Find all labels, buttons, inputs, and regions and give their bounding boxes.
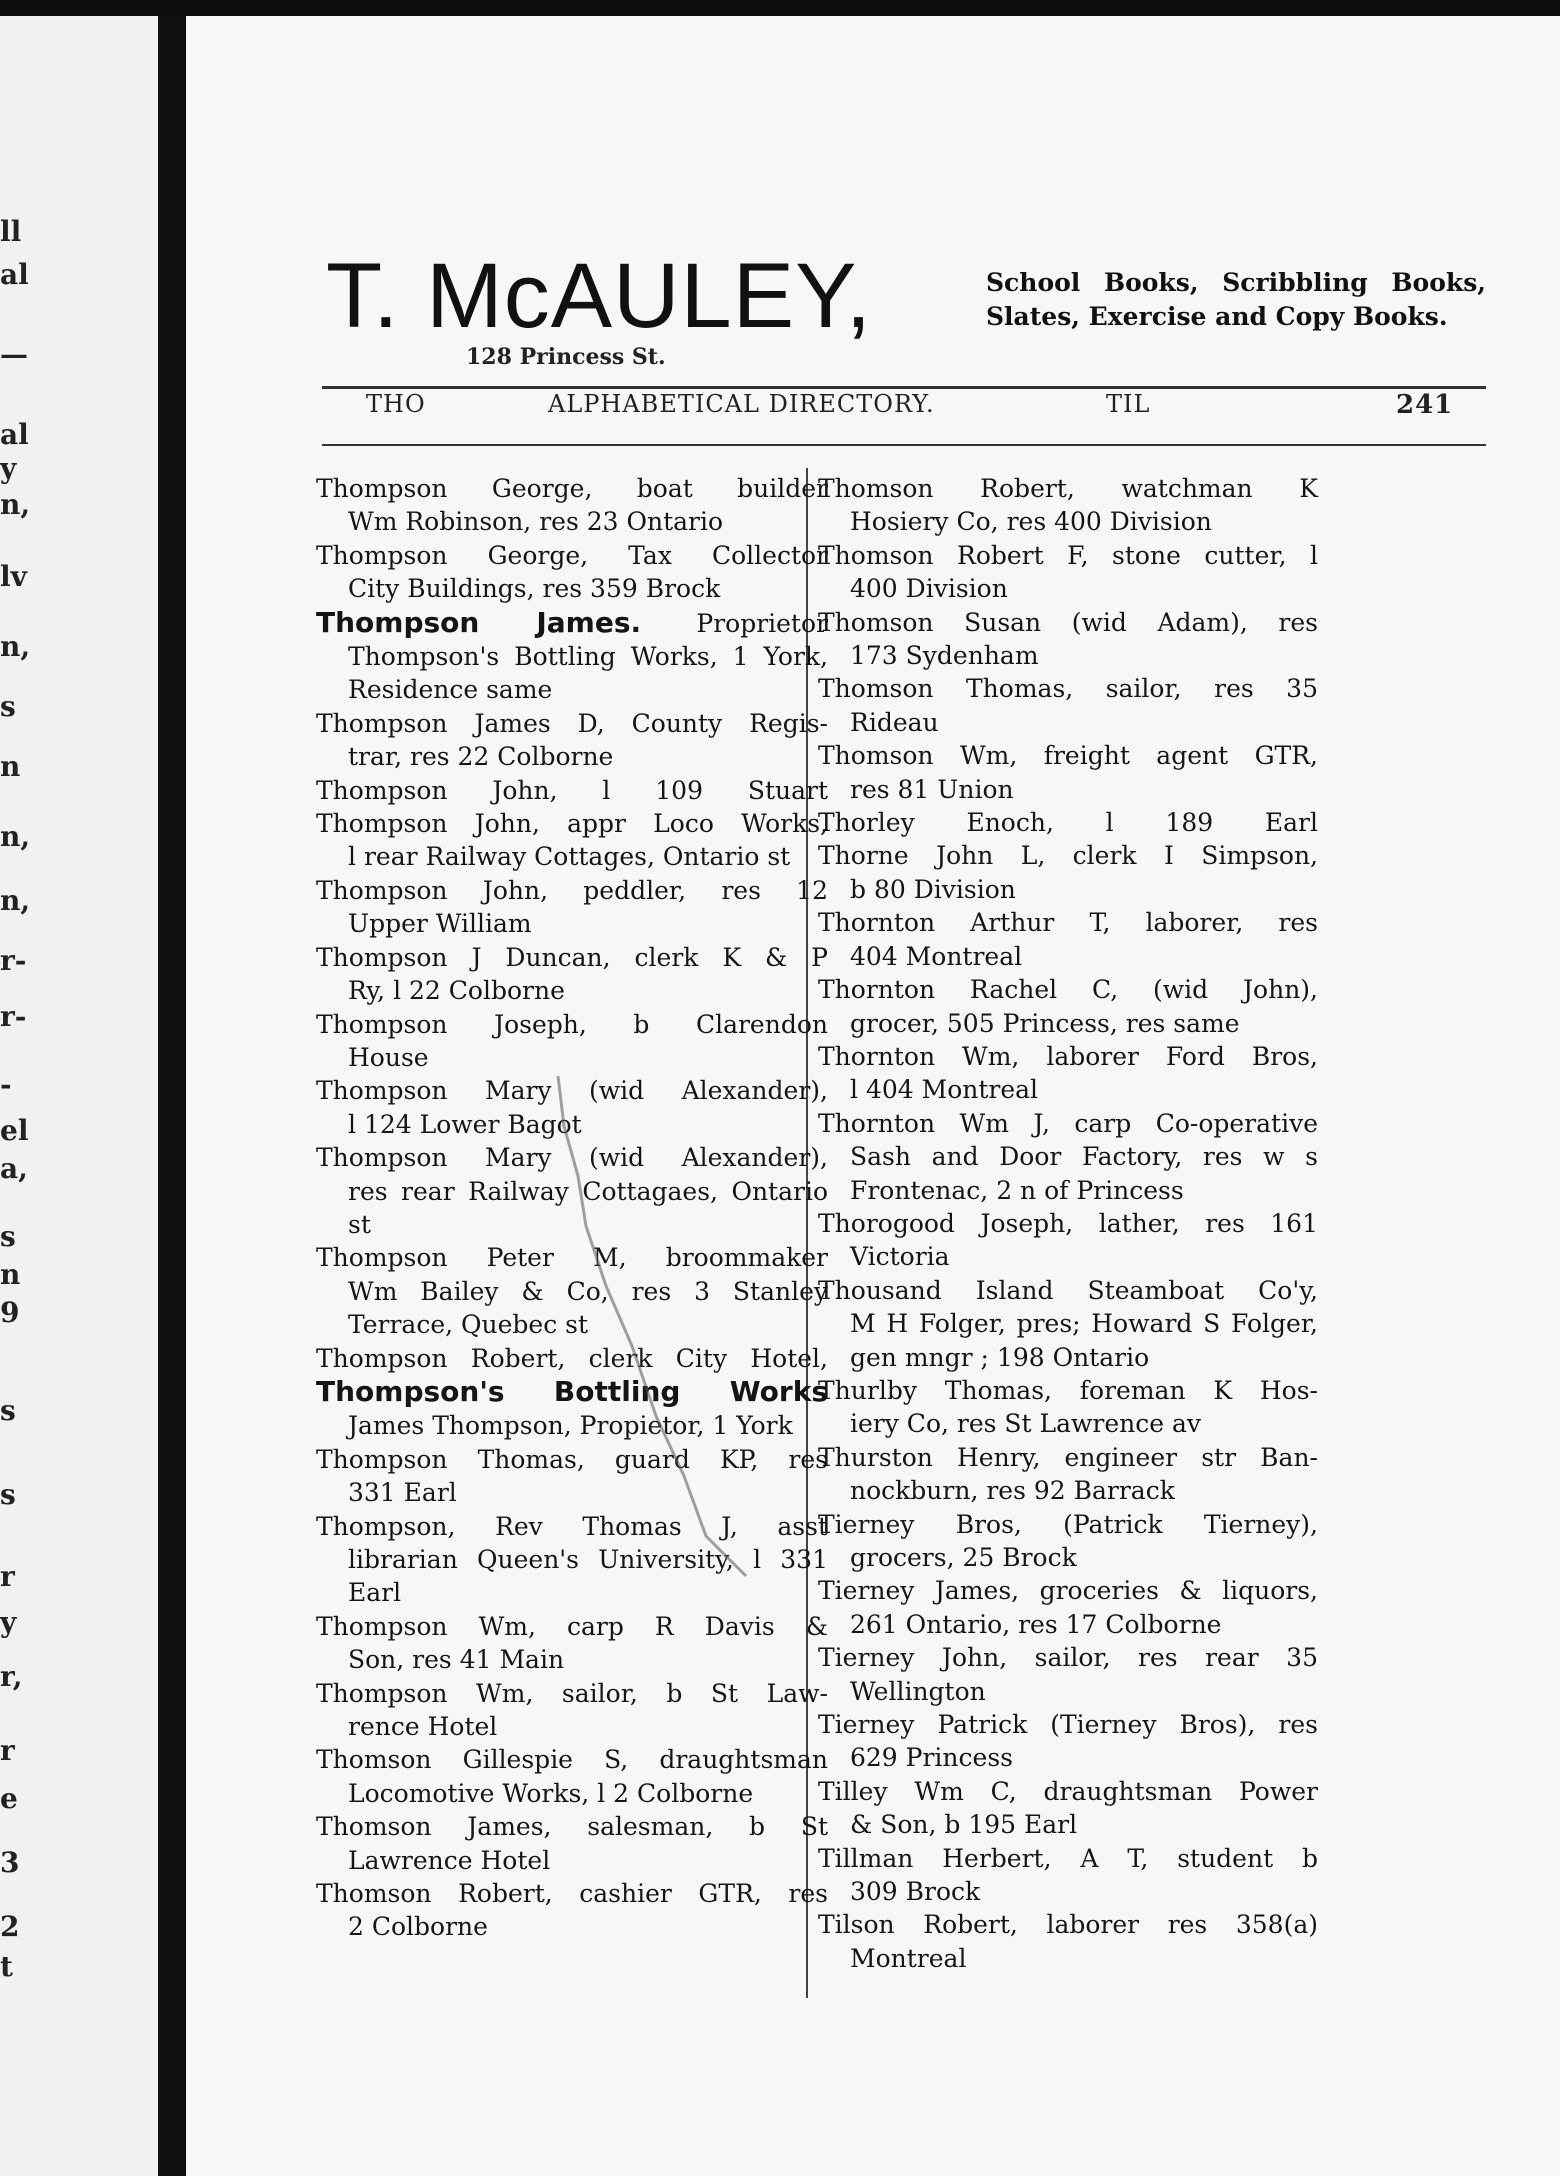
entry-first-line: Thornton Arthur T, laborer, res: [818, 908, 1318, 938]
entry-continuation: b 80 Division: [850, 874, 1016, 904]
entry-first-line: Thomson Wm, freight agent GTR,: [818, 741, 1318, 771]
margin-fragment: n,: [0, 630, 31, 663]
entry-continuation: Montreal: [850, 1943, 967, 1973]
entry-first-line: Thompson Wm, sailor, b St Law-: [316, 1678, 828, 1708]
book-gutter: [158, 16, 188, 2176]
entry-continuation: Ry, l 22 Colborne: [348, 976, 565, 1006]
margin-fragment: s: [0, 690, 16, 723]
page-number: 241: [1396, 390, 1454, 420]
entry-first-line: Thompson George, boat builder: [316, 474, 828, 503]
entry-first-line: Thompson Peter M, broommaker: [316, 1243, 828, 1273]
entry-first-line: Thomson Robert, cashier GTR, res: [316, 1879, 828, 1909]
entry-continuation: l 124 Lower Bagot: [348, 1109, 582, 1139]
entry-continuation: 2 Colborne: [348, 1912, 488, 1942]
entry-continuation: James Thompson, Propietor, 1 York: [348, 1411, 793, 1441]
entry-first-line: Thomson Robert, watchman K: [818, 474, 1318, 503]
entry-first-line: Tillman Herbert, A T, student b: [818, 1843, 1318, 1873]
margin-fragment: a,: [0, 1152, 28, 1185]
entry-continuation: 400 Division: [850, 574, 1008, 604]
advertiser-address: 128 Princess St.: [466, 344, 666, 370]
entry-first-line: Thomson Susan (wid Adam), res: [818, 607, 1318, 637]
left-guide-word: THO: [366, 390, 426, 418]
entry-continuation: Thompson's Bottling Works, 1 York, Residence same: [348, 642, 828, 705]
margin-fragment: s: [0, 1478, 16, 1511]
entry-first-line: Tilson Robert, laborer res 358(a): [818, 1910, 1318, 1940]
entry-continuation: librarian Queen's University, l 331 Earl: [348, 1545, 828, 1608]
entry-continuation: iery Co, res St Lawrence av: [850, 1409, 1202, 1439]
entry-continuation: trar, res 22 Colborne: [348, 742, 614, 772]
entry-first-line: Thompson Robert, clerk City Hotel,: [316, 1343, 828, 1373]
entry-first-line: Thurlby Thomas, foreman K Hos-: [818, 1375, 1318, 1405]
entry-first-line: Thompson Joseph, b Clarendon: [316, 1009, 828, 1039]
entry-name-bold: Thompson's Bottling Works: [316, 1374, 828, 1408]
entry-continuation: Wellington: [850, 1676, 986, 1706]
margin-fragment: y: [0, 452, 17, 485]
entry-continuation: Wm Bailey & Co, res 3 Stanley Terrace, Quebec st: [348, 1276, 828, 1340]
margin-fragment: e: [0, 1782, 18, 1815]
entry-first-line: Thurston Henry, engineer str Ban-: [818, 1442, 1318, 1472]
entry-first-line: Tierney John, sailor, res rear 35: [818, 1643, 1318, 1673]
entry-continuation: Victoria: [850, 1242, 950, 1272]
margin-fragment: n: [0, 1258, 21, 1291]
entry-continuation: M H Folger, pres; Howard S Folger, gen mngr ; 198 Ontario: [850, 1309, 1318, 1372]
entry-continuation: nockburn, res 92 Barrack: [850, 1476, 1175, 1506]
margin-fragment: lv: [0, 560, 27, 593]
margin-fragment: 9: [0, 1296, 20, 1329]
margin-fragment: r: [0, 1734, 15, 1767]
entry-continuation: 261 Ontario, res 17 Colborne: [850, 1609, 1222, 1639]
margin-fragment: r-: [0, 944, 27, 977]
margin-fragment: n,: [0, 488, 31, 521]
margin-fragment: 3: [0, 1846, 20, 1879]
margin-fragment: -: [0, 1068, 12, 1101]
entry-continuation: 173 Sydenham: [850, 641, 1039, 671]
entry-continuation: City Buildings, res 359 Brock: [348, 574, 721, 604]
margin-fragment: 2: [0, 1910, 20, 1943]
entry-continuation: & Son, b 195 Earl: [850, 1810, 1078, 1840]
margin-fragment: y: [0, 1606, 17, 1639]
page-crease-mark: [186, 16, 1560, 2176]
entry-first-line: Thompson John, appr Loco Works,: [316, 809, 828, 839]
entry-name-bold: Thompson James.: [316, 605, 642, 639]
entry-first-line: Thomson James, salesman, b St: [316, 1812, 828, 1842]
margin-fragment: t: [0, 1950, 13, 1983]
margin-fragment: al: [0, 418, 29, 451]
previous-page-fragment: [0, 16, 168, 2176]
advertiser-name: T. McAULEY,: [326, 245, 873, 347]
margin-fragment: s: [0, 1394, 16, 1427]
entry-continuation: grocer, 505 Princess, res same: [850, 1008, 1240, 1038]
right-guide-word: TIL: [1106, 390, 1151, 418]
entry-continuation: Rideau: [850, 707, 939, 737]
entry-continuation: Locomotive Works, l 2 Colborne: [348, 1778, 754, 1808]
entry-continuation: l 404 Montreal: [850, 1075, 1039, 1105]
entry-first-line: Thornton Wm J, carp Co-operative: [818, 1108, 1318, 1138]
entry-first-line: Tilley Wm C, draughtsman Power: [818, 1776, 1318, 1806]
entry-continuation: 309 Brock: [850, 1877, 981, 1907]
margin-fragment: r,: [0, 1660, 23, 1693]
entry-continuation: rence Hotel: [348, 1712, 498, 1742]
entry-first-line: Thompson John, l 109 Stuart: [316, 775, 828, 805]
entry-first-line: Thompson Mary (wid Alexander),: [316, 1076, 828, 1106]
entry-first-line: Thomson Thomas, sailor, res 35: [818, 674, 1318, 704]
entry-continuation: Sash and Door Factory, res w s Frontenac, 2 n of Princess: [850, 1142, 1318, 1205]
entry-continuation: 404 Montreal: [850, 941, 1023, 971]
margin-fragment: n: [0, 750, 21, 783]
entry-continuation: 331 Earl: [348, 1478, 457, 1508]
entry-continuation: res rear Railway Cottagaes, Ontario st: [348, 1176, 828, 1239]
entry-first-line: Tierney James, groceries & liquors,: [818, 1576, 1318, 1606]
entry-continuation: res 81 Union: [850, 774, 1014, 804]
entry-first-line: Thornton Wm, laborer Ford Bros,: [818, 1041, 1318, 1071]
margin-fragment: s: [0, 1220, 16, 1253]
margin-fragment: al: [0, 258, 29, 291]
margin-fragment: ll: [0, 215, 22, 248]
entry-first-line: Thompson Wm, carp R Davis &: [316, 1611, 828, 1641]
margin-fragment: n,: [0, 884, 31, 917]
entry-first-line: Tierney Bros, (Patrick Tierney),: [818, 1509, 1318, 1539]
entry-first-line: Thompson, Rev Thomas J, asst: [316, 1511, 828, 1541]
margin-fragment: —: [0, 338, 28, 371]
entry-first-line: Tierney Patrick (Tierney Bros), res: [818, 1710, 1318, 1740]
margin-fragment: r-: [0, 1000, 27, 1033]
margin-fragment: el: [0, 1114, 29, 1147]
entry-first-line: Thompson Mary (wid Alexander),: [316, 1143, 828, 1173]
directory-page: [186, 16, 1560, 2176]
entry-first-line: Thousand Island Steamboat Co'y,: [818, 1275, 1318, 1305]
directory-title: ALPHABETICAL DIRECTORY.: [548, 390, 935, 418]
entry-continuation: l rear Railway Cottages, Ontario st: [348, 842, 791, 872]
entry-first-line: Thompson James D, County Regis-: [316, 708, 828, 738]
scan-top-edge: [0, 0, 1560, 16]
entry-continuation: Lawrence Hotel: [348, 1845, 551, 1875]
entry-first-line: Thomson Gillespie S, draughtsman: [316, 1745, 828, 1775]
entry-first-line: Thompson George, Tax Collector: [316, 540, 828, 570]
margin-fragment: n,: [0, 820, 31, 853]
entry-first-line-text: Proprietor: [641, 608, 828, 638]
entry-first-line: Thomson Robert F, stone cutter, l: [818, 540, 1318, 570]
entry-continuation: 629 Princess: [850, 1743, 1013, 1773]
advertiser-products: School Books, Scribbling Books, Slates, Exercise and Copy Books.: [986, 268, 1486, 331]
entry-continuation: Hosiery Co, res 400 Division: [850, 507, 1212, 537]
entry-first-line: Thornton Rachel C, (wid John),: [818, 975, 1318, 1005]
entry-first-line: Thorley Enoch, l 189 Earl: [818, 808, 1318, 838]
entry-continuation: House: [348, 1042, 429, 1072]
entry-first-line: Thorogood Joseph, lather, res 161: [818, 1208, 1318, 1238]
entry-continuation: Wm Robinson, res 23 Ontario: [348, 507, 724, 537]
entry-first-line: Thompson John, peddler, res 12: [316, 875, 828, 905]
entry-first-line: Thorne John L, clerk I Simpson,: [818, 841, 1318, 871]
entry-continuation: Son, res 41 Main: [348, 1645, 565, 1675]
margin-fragment: r: [0, 1560, 15, 1593]
entry-first-line: Thompson Thomas, guard KP, res: [316, 1444, 828, 1474]
entry-first-line: Thompson J Duncan, clerk K & P: [316, 942, 828, 972]
entry-continuation: grocers, 25 Brock: [850, 1543, 1077, 1572]
entry-continuation: Upper William: [348, 909, 532, 939]
